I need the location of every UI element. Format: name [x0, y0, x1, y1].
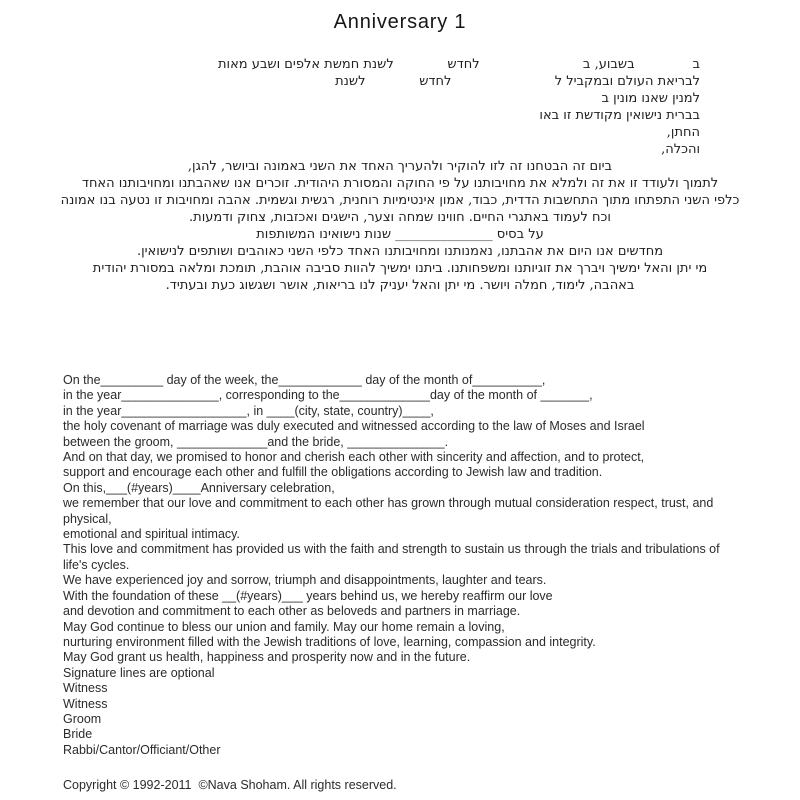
english-line: This love and commitment has provided us with the faith and strength to sustain us through the trials and tribulations of: [63, 542, 720, 557]
bride-signature-label: Bride: [63, 727, 93, 742]
witness-signature-label: Witness: [63, 696, 108, 711]
english-line: the holy covenant of marriage was duly executed and witnessed according to the law of Moses and Israel: [63, 419, 645, 434]
signature-note-line: Signature lines are optional: [63, 665, 215, 680]
english-line: life's cycles.: [63, 557, 130, 572]
english-line: emotional and spiritual intimacy.: [63, 527, 240, 542]
english-line: On the_________ day of the week, the____________ day of the month of__________,: [63, 373, 546, 387]
hebrew-header-line: ב בשבוע, ב לחדש לשנת חמשת אלפים ושבע מאות: [218, 57, 700, 72]
page-title: Anniversary 1: [333, 11, 467, 33]
copyright-notice: Copyright © 1992-2011 ©Nava Shoham. All rights reserved.: [63, 778, 397, 792]
witness-signature-label: Witness: [63, 681, 108, 696]
hebrew-paragraph-line: ביום זה הבטחנו זה לזו להוקיר ולהעריך האחד את השני באמונה וביושר, להגן,: [187, 159, 613, 174]
hebrew-header-line: למנין שאנו מונין ב: [601, 91, 700, 106]
english-line: And on that day, we promised to honor and cherish each other with sincerity and affection, and to protect,: [63, 450, 645, 465]
officiant-signature-label: Rabbi/Cantor/Officiant/Other: [63, 742, 221, 757]
english-line: we remember that our love and commitment to each other has grown through mutual consideration respect, trust, and: [63, 496, 714, 511]
english-line: We have experienced joy and sorrow, triumph and disappointments, laughter and tears.: [63, 573, 547, 588]
english-line: With the foundation of these __(#years)___ years behind us, we hereby reaffirm our love: [63, 588, 553, 603]
english-line: in the year__________________, in ____(city, state, country)____,: [63, 403, 434, 418]
english-text-block: [63, 373, 773, 758]
hebrew-paragraph-line: מי יתן והאל ימשיך ויברך את זוגיותנו ומשפחותנו. ביתנו ימשיך להוות סביבה אוהבת, תומכת ומלאה במסורת יהודית: [92, 261, 708, 276]
english-line: May God grant us health, happiness and prosperity now and in the future.: [63, 650, 471, 665]
english-line: physical,: [63, 511, 112, 526]
hebrew-header-block: [218, 56, 700, 158]
english-line: On this,___(#years)____Anniversary celebration,: [63, 480, 335, 495]
english-line: support and encourage each other and fulfill the obligations according to Jewish law and tradition.: [63, 465, 603, 480]
english-line: May God continue to bless our union and family. May our home remain a loving,: [63, 619, 505, 634]
english-line: and devotion and commitment to each other as beloveds and partners in marriage.: [63, 604, 521, 619]
hebrew-header-line: לבריאת העולם ובמקביל ל לחדש לשנת: [335, 74, 700, 89]
hebrew-paragraph-block: [30, 158, 770, 294]
hebrew-paragraph-line: כלפי השני התפתחו מתוך התחשבות הדדית, כבוד, אמון אינטימיות רוחנית, רגשית וגשמית. אהבה ומחויבות זו נטעה בנו אמונה: [60, 193, 740, 208]
hebrew-header-line: והכלה,: [661, 142, 700, 157]
english-line: nurturing environment filled with the Jewish traditions of love, learning, compassion and integrity.: [63, 634, 596, 649]
hebrew-paragraph-line: וכח לעמוד באתגרי החיים. חווינו שמחה וצער, הישגים ואכזבות, צחוק ודמעות.: [189, 210, 611, 225]
hebrew-paragraph-line: מחדשים אנו היום את אהבתנו, נאמנותנו ומחויבותנו האחד כלפי השני כאוהבים ושותפים לנישואין.: [136, 244, 664, 259]
english-line: in the year______________, corresponding to the_____________day of the month of _______,: [63, 388, 593, 403]
hebrew-header-line: בברית נישואין מקודשת זו באו: [539, 108, 700, 123]
english-line: between the groom, _____________and the bride, ______________.: [63, 434, 449, 449]
hebrew-paragraph-line: באהבה, לימוד, חמלה ויושר. מי יתן והאל יעניק לנו בריאות, אושר ושגשוג כעת ובעתיד.: [165, 278, 635, 293]
groom-signature-label: Groom: [63, 711, 102, 726]
hebrew-paragraph-line: לתמוך ולעודד זו את זה ולמלא את מחויבותנו על פי החוקה והמסורת היהודית. זוכרים אנו שאהבתנו ומחויבותנו האחד: [81, 176, 719, 191]
hebrew-header-line: החתן,: [666, 125, 700, 140]
hebrew-paragraph-line: על בסיס _______________ שנות נישואינו המשותפות: [256, 227, 544, 242]
